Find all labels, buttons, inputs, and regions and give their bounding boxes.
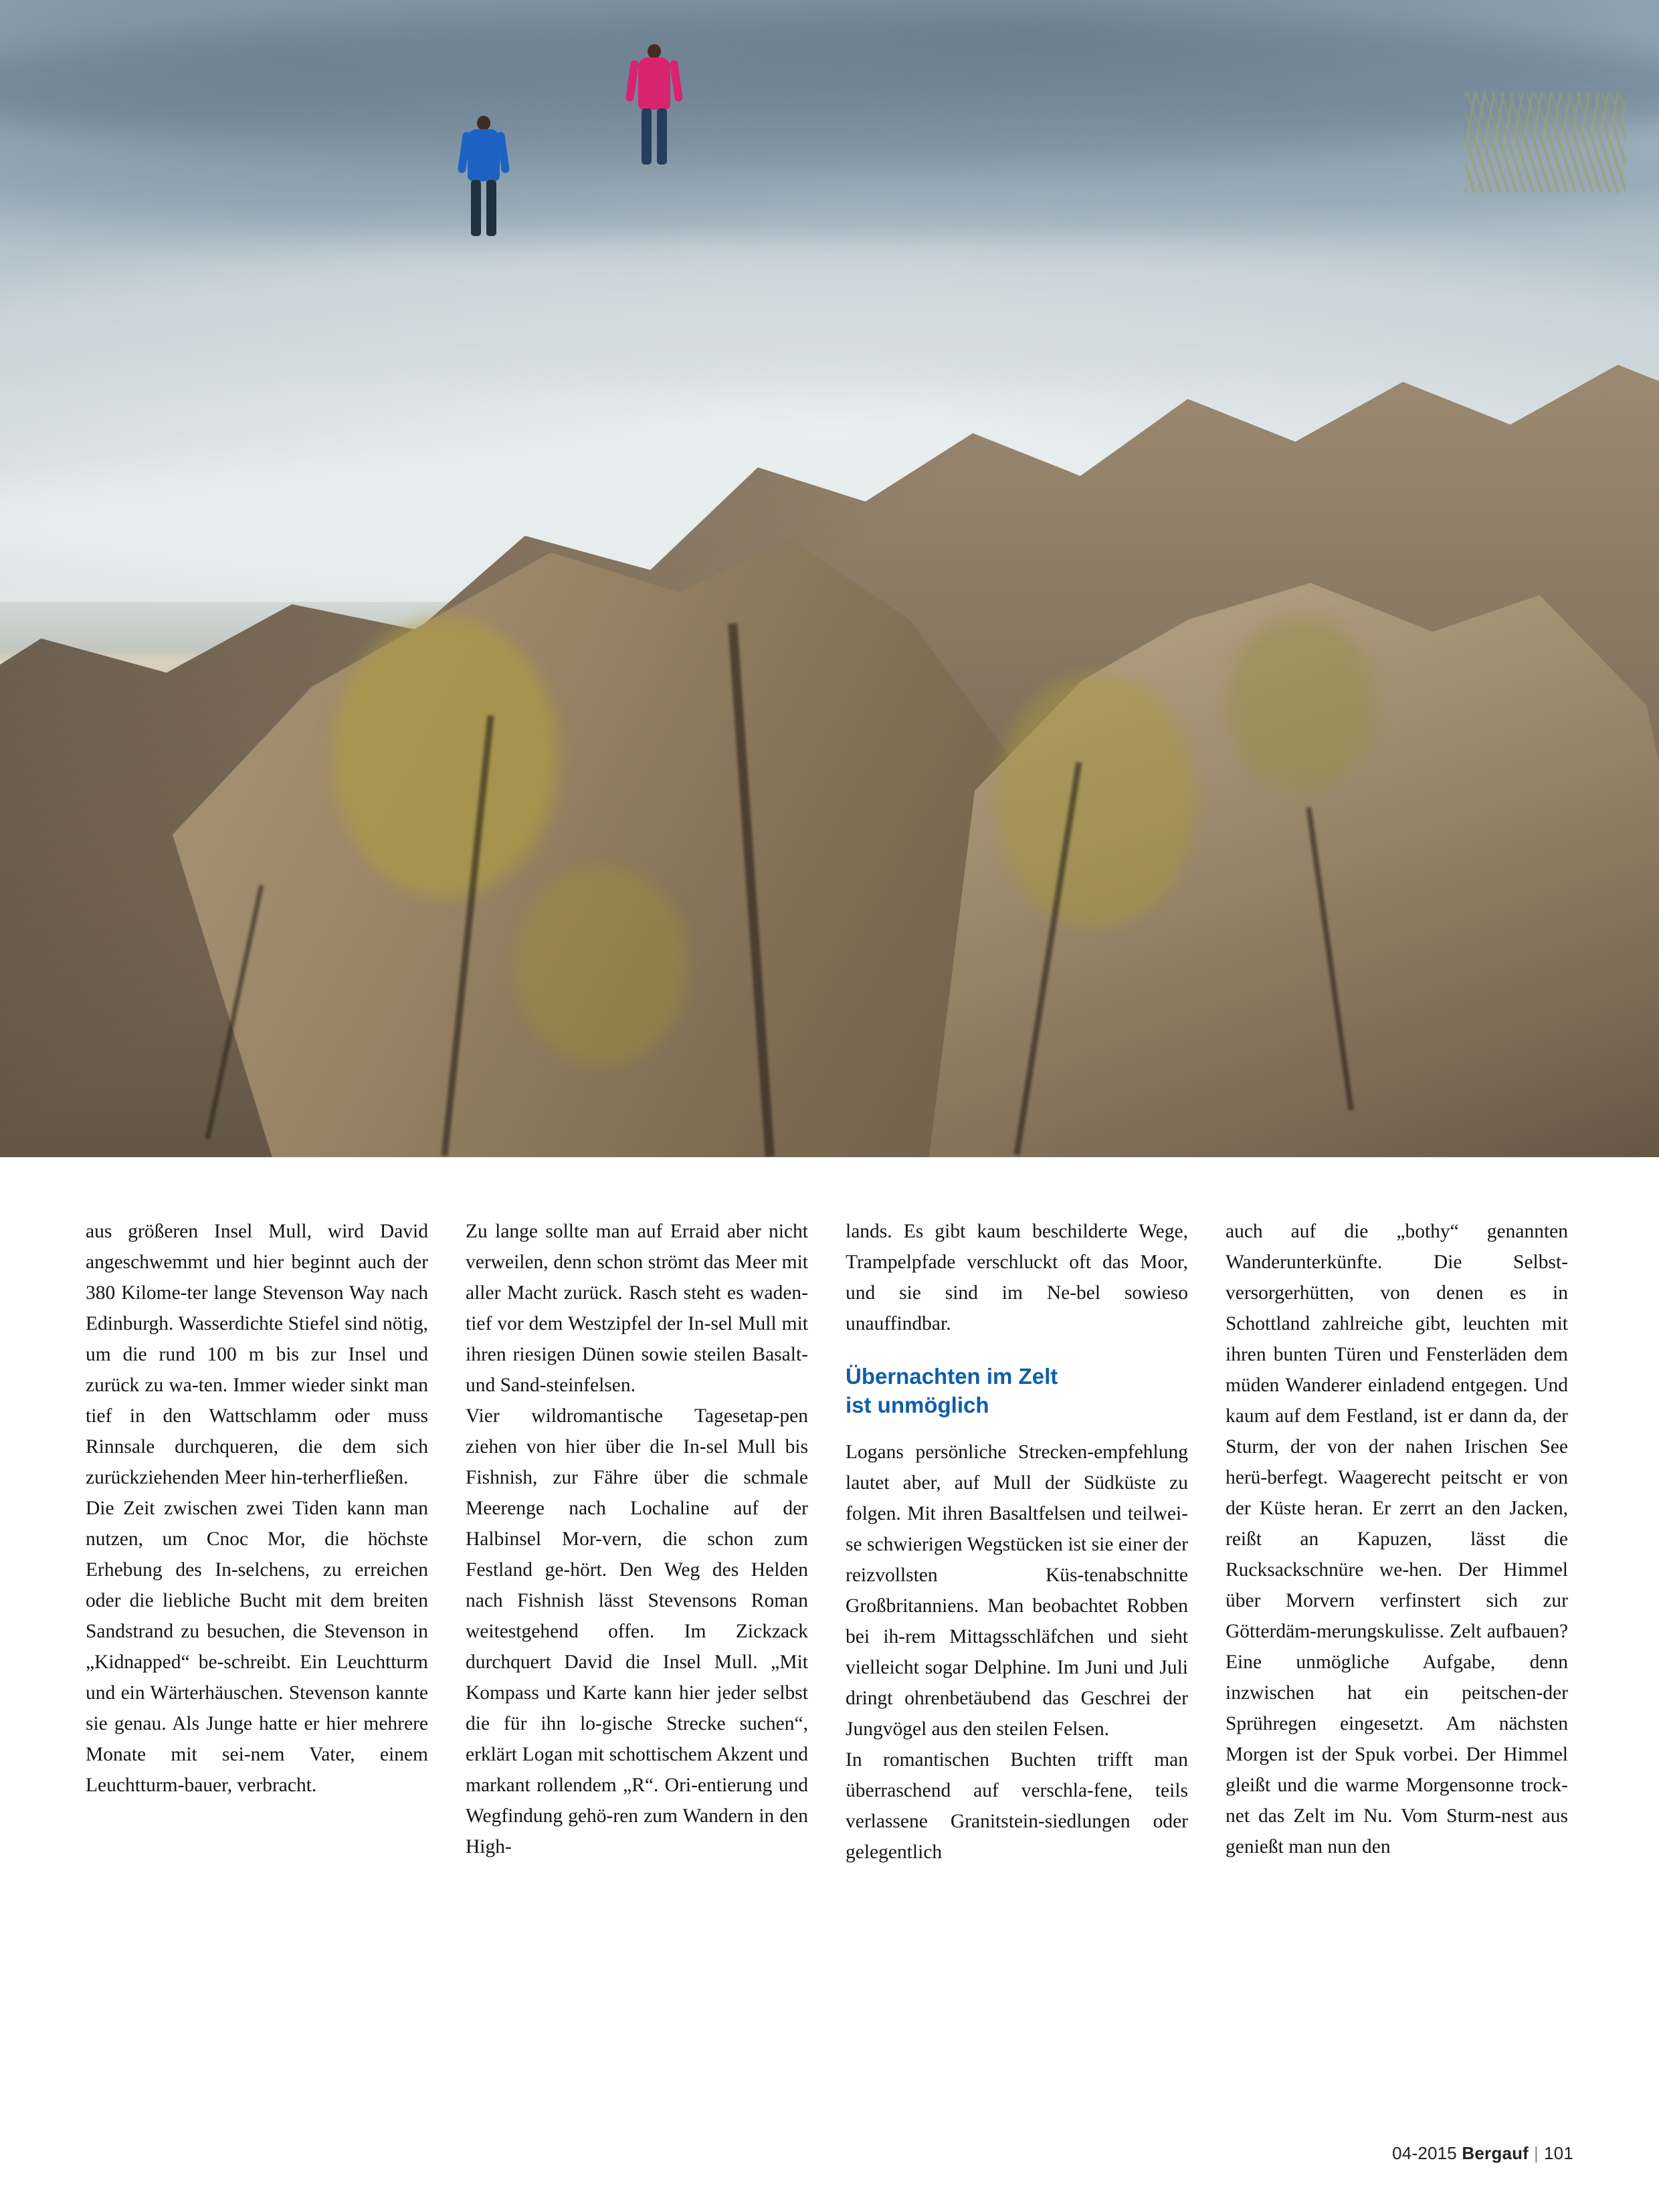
text-column-2	[466, 1216, 808, 1868]
hiker-leg	[657, 108, 667, 165]
hiker-pink-jacket	[625, 44, 683, 178]
lichen-patch	[995, 674, 1196, 928]
paragraph: In romantischen Buchten trifft man überraschend auf verschla-fene, teils verlassene Granitstein-siedlungen oder gelegentlich	[846, 1749, 1188, 1863]
issue-label: 04-2015	[1392, 2143, 1457, 2163]
footer-separator: |	[1534, 2143, 1539, 2163]
section-subheading	[846, 1362, 1188, 1419]
subheading-line-1: Übernachten im Zelt	[846, 1364, 1058, 1389]
text-column-4	[1226, 1216, 1568, 1868]
hiker-leg	[642, 108, 652, 165]
article-body	[0, 1157, 1659, 2212]
hiker-legs	[641, 108, 668, 165]
paragraph: auch auf die „bothy“ genannten Wanderunterkünfte. Die Selbst-versorgerhütten, von denen es in Schottland zahlreiche gibt, leuchten mit ihren bunten Türen und Fensterläden dem müden Wanderer einladend entgegen. Und kaum auf dem Festland, ist er dann da, der Sturm, der von der nahen Irischen See herü-berfegt. Waagerecht peitscht er von der Küste heran. Er zerrt an den Jacken, reißt an Kapuzen, lässt die Rucksackschnüre we-hen. Der Himmel über Morvern verfinstert sich zur Götterdäm-merungskulisse. Zelt aufbauen? Eine unmögliche Aufgabe, denn inzwischen hat ein peitschen-der Sprühregen eingesetzt. Am nächsten Morgen ist der Spuk vorbei. Der Himmel gleißt und die warme Morgensonne trock-net das Zelt im Nu. Vom Sturm-nest aus genießt man nun den	[1226, 1221, 1568, 1857]
cloud-band	[0, 116, 1659, 236]
paragraph: aus größeren Insel Mull, wird David angeschwemmt und hier beginnt auch der 380 Kilome-ter lange Stevenson Way nach Edinburgh. Wasserdichte Stiefel sind nötig, um die rund 100 m bis zur Insel und zurück zu wa-ten. Immer wieder sinkt man tief in den Wattschlamm oder muss Rinnsale durchqueren, die dem sich zurückziehenden Meer hin-terherfließen.	[86, 1221, 428, 1488]
hiker-head	[648, 44, 661, 59]
hiker-torso	[468, 129, 500, 181]
lichen-patch	[514, 865, 688, 1066]
paragraph: Zu lange sollte man auf Erraid aber nicht verweilen, denn schon strömt das Meer mit aller Macht zurück. Rasch steht es waden-tief vor dem Westzipfel der In-sel Mull mit ihren riesigen Dünen sowie steilen Basalt- und Sand-steinfelsen.	[466, 1221, 808, 1396]
lichen-patch	[1228, 617, 1375, 791]
cloud-band	[0, 255, 1659, 389]
dune-grass	[1465, 92, 1626, 193]
page-footer	[1392, 2143, 1573, 2164]
paragraph: Vier wildromantische Tagesetap-pen ziehen von hier über die In-sel Mull bis Fishnish, zur Fähre über die schmale Meerenge nach Lochaline auf der Halbinsel Mor-vern, die schon zum Festland ge-hört. Den Weg des Helden nach Fishnish lässt Stevensons Roman weitestgehend offen. Im Zickzack durchquert David die Insel Mull. „Mit Kompass und Karte kann hier jeder selbst die für ihn lo-gische Strecke suchen“, erklärt Logan mit schottischem Akzent und markant rollendem „R“. Ori-entierung und Wegfindung gehö-ren zum Wandern in den High-	[466, 1405, 808, 1857]
paragraph: Logans persönliche Strecken-empfehlung lautet aber, auf Mull der Südküste zu folgen. Mit ihren Basaltfelsen und teilwei-se schwierigen Wegstücken ist sie einer der reizvollsten Küs-tenabschnitte Großbritanniens. Man beobachtet Robben bei ih-rem Mittagsschläfchen und sieht vielleicht sogar Delphine. Im Juni und Juli dringt ohrenbetäubend das Geschrei der Jungvögel aus den steilen Felsen.	[846, 1441, 1188, 1740]
hiker-leg	[471, 180, 481, 236]
lichen-patch	[332, 617, 559, 898]
hiker-head	[477, 116, 490, 130]
page-number: 101	[1544, 2143, 1573, 2163]
paragraph: Die Zeit zwischen zwei Tiden kann man nutzen, um Cnoc Mor, die höchste Erhebung des In-selchens, zu erreichen oder die liebliche Bucht mit dem breiten Sandstrand zu besuchen, die Stevenson in „Kidnapped“ be-schreibt. Ein Leuchtturm und ein Wärterhäuschen. Stevenson kannte sie genau. Als Junge hatte er hier mehrere Monate mit sei-nem Vater, einem Leuchtturm-bauer, verbracht.	[86, 1498, 428, 1796]
hiker-leg	[486, 180, 496, 236]
text-column-1	[86, 1216, 428, 1868]
text-columns	[86, 1216, 1577, 1868]
hiker-blue-jacket	[458, 116, 510, 236]
paragraph: lands. Es gibt kaum beschilderte Wege, Trampelpfade verschluckt oft das Moor, und sie sind im Ne-bel sowieso unauffindbar.	[846, 1221, 1188, 1334]
hiker-arm	[625, 60, 640, 102]
hiker-legs	[470, 180, 497, 236]
rock-formation	[0, 393, 1659, 1157]
magazine-brand: Bergauf	[1462, 2143, 1529, 2163]
subheading-line-2: ist unmöglich	[846, 1393, 989, 1417]
hiker-torso	[638, 58, 670, 110]
text-column-3	[846, 1216, 1188, 1868]
hiker-arm	[670, 60, 684, 102]
